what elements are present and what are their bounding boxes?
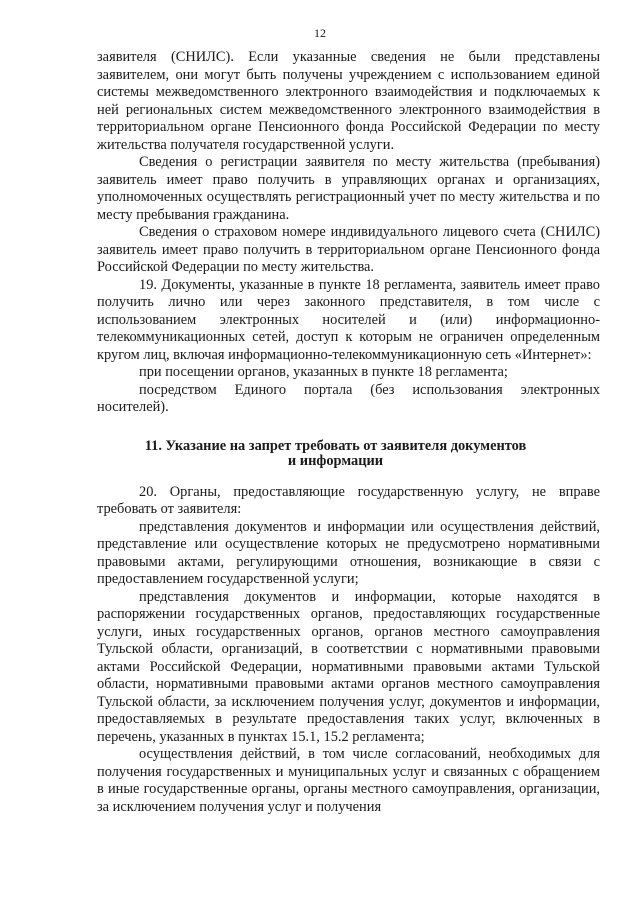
paragraph-item-20: 20. Органы, предоставляющие государственную услугу, не вправе требовать от заявителя:	[97, 483, 600, 517]
paragraph-item-20-state-bodies: представления документов и информации, которые находятся в распоряжении государственных органов, предоставляющих государственные услуги, иных государственных органов, органов местного самоуправления Тульской области, организаций, в соответствии с нормативными правовыми актами Российской Федерации, нормативными правовыми актами Тульской области, нормативными правовыми актами органов местного самоуправления Тульской области, за исключением получения услуг, документов и информации, предоставляемых в результате предоставления таких услуг, включенных в перечень, указанных в пунктах 15.1, 15.2 регламента;	[97, 588, 600, 745]
paragraph-item-19-visit: при посещении органов, указанных в пункте 18 регламента;	[139, 364, 508, 380]
paragraph-item-19: 19. Документы, указанные в пункте 18 регламента, заявитель имеет право получить лично или через законного представителя, в том числе с использованием электронных носителей и (или) информационно-телекоммуникационных сетей, доступ к которым не ограничен определенным кругом лиц, включая информационно-телекоммуникационную сеть «Интернет»:	[97, 276, 600, 363]
section-heading-line-2: и информации	[287, 452, 384, 469]
paragraph-snils-info: Сведения о страховом номере индивидуального лицевого счета (СНИЛС) заявитель имеет право получить в территориальном органе Пенсионного фонда Российской Федерации по месту жительства.	[97, 224, 600, 275]
paragraph-registration-info: Сведения о регистрации заявителя по месту жительства (пребывания) заявитель имеет право получить в управляющих органах и организациях, уполномоченных осуществлять регистрационный учет по месту жительства и по месту пребывания гражданина.	[97, 154, 600, 223]
page-number: 12	[314, 26, 326, 40]
document-body	[97, 49, 600, 816]
paragraph-item-20-actions: осуществления действий, в том числе согласований, необходимых для получения государственных и муниципальных услуг и связанных с обращением в иные государственные органы, органы местного самоуправления, организации, за исключением получения услуг и получения	[97, 746, 600, 815]
section-heading-line-1: 11. Указание на запрет требовать от заявителя документов	[144, 437, 527, 454]
paragraph-snils-continuation: заявителя (СНИЛС). Если указанные сведения не были представлены заявителем, они могут быть получены учреждением с использованием единой системы межведомственного электронного взаимодействия и подключаемых к ней региональных систем межведомственного электронного взаимодействия в территориальном органе Пенсионного фонда Российской Федерации по месту жительства получателя государственной услуги.	[97, 49, 600, 153]
section-heading-11	[97, 439, 600, 469]
paragraph-item-20-documents: представления документов и информации или осуществления действий, представление или осуществление которых не предусмотрено нормативными правовыми актами, регулирующими отношения, возникающие в связи с предоставлением государственной услуги;	[97, 518, 600, 587]
paragraph-item-19-portal: посредством Единого портала (без использования электронных носителей).	[97, 381, 600, 415]
